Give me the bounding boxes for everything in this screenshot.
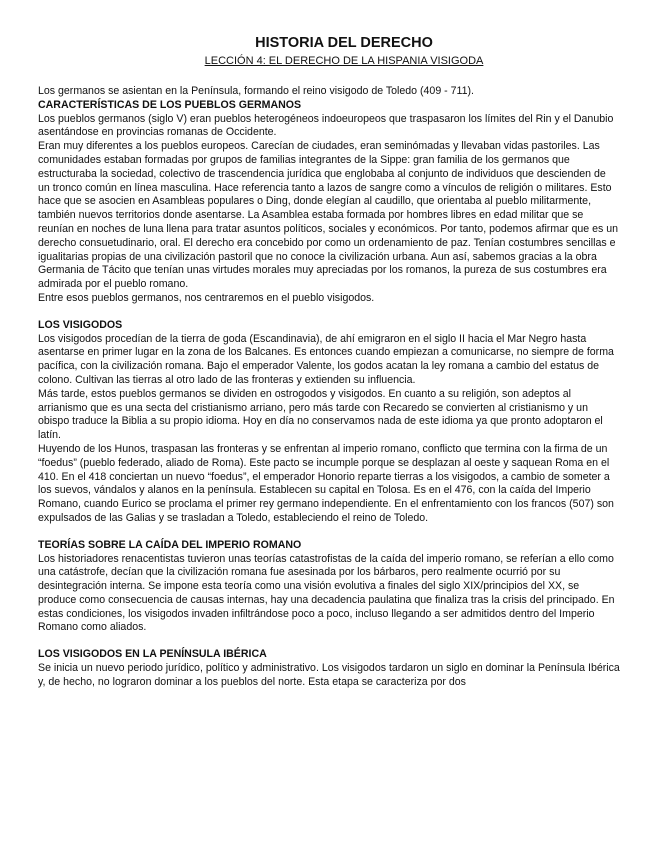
section-heading: CARACTERÍSTICAS DE LOS PUEBLOS GERMANOS (38, 98, 302, 111)
section-heading: TEORÍAS SOBRE LA CAÍDA DEL IMPERIO ROMANO (38, 538, 302, 551)
section-heading: LOS VISIGODOS (38, 318, 123, 331)
paragraph: Los historiadores renacentistas tuvieron unas teorías catastrofistas de la caída del imperio romano, se referían a ello como una catástrofe, decían que la civilización romana fue asesinada por los bárbaros, pero realmente ocurrió por su desintegración interna. Se impone esta teoría como una visión evolutiva a finales del siglo XIX/principios del XX, se produce como consecuencia de causas internas, hay una decadencia paulatina que finaliza tras la crisis del principado. En estas condiciones, los visigodos invaden infiltrándose poco a poco, incluso llegando a ser admitidos dentro del Imperio Romano como aliados. (38, 552, 615, 634)
paragraph: Entre esos pueblos germanos, nos centraremos en el pueblo visigodos. (38, 291, 375, 304)
intro-paragraph: Los germanos se asientan en la Península, formando el reino visigodo de Toledo (409 - 711). (38, 85, 474, 97)
paragraph: Los visigodos procedían de la tierra de goda (Escandinavia), de ahí emigraron en el siglo II hacia el Mar Negro hasta asentarse en primer lugar en la zona de los Balcanes. Es entonces cuando empiezan a comunicarse, no siempre de forma pacífica, con la civilización romana. Bajo el emperador Valente, los godos acatan la ley romana a cambio del estatus de colono. Cultivan las tierras al otro lado de las fronteras y extienden su influencia. (38, 332, 614, 386)
document-page (38, 34, 620, 690)
section-caracteristicas (38, 99, 620, 306)
paragraph: Se inicia un nuevo periodo jurídico, político y administrativo. Los visigodos tardaron un siglo en dominar la Península Ibérica y, de hecho, no lograron dominar a los pueblos del norte. Esta etapa se caracteriza por dos (38, 662, 620, 688)
document-title: HISTORIA DEL DERECHO (255, 35, 433, 51)
section-heading: LOS VISIGODOS EN LA PENÍNSULA IBÉRICA (38, 648, 267, 661)
paragraph: Eran muy diferentes a los pueblos europeos. Carecían de ciudades, eran seminómadas y llevaban vidas pastoriles. Las comunidades estaban formadas por grupos de familias integrantes de la Sippe: gran familia de los germanos que estructuraba la sociedad, colectivo de trascendencia jurídica que englobaba al conjunto de individuos que descienden de un tronco común en línea masculina. Hace referencia tanto a lazos de sangre como a vínculos de religión o militares. Esto hace que se asocien en Asambleas populares o Ding, donde elegían al caudillo, que orientaba al pueblo militarmente, también nuevos territorios donde asentarse. La Asamblea estaba formada por hombres libres en edad militar que se reunían en noches de luna llena para tratar asuntos políticos, sociales y económicos. Por tanto, podemos afirmar que es un derecho consuetudinario, oral. El derecho era concebido por como un ordenamiento de paz. Tenían costumbres sencillas e igualitarias propias de una civilización pastoril que no conoce la civilización urbana. Aun así, sabemos gracias a la obra Germania de Tácito que tenían unas virtudes morales muy apreciadas por los romanos, la pureza de sus costumbres era admirada por el pueblo romano. (38, 140, 619, 291)
section-visigodos-peninsula (38, 648, 620, 689)
paragraph: Huyendo de los Hunos, traspasan las fronteras y se enfrentan al imperio romano, conflicto que termina con la firma de un “foedus” (pueblo federado, aliado de Roma). Este pacto se incumple porque se desplazan al oeste y saquean Roma en el 410. En el 418 conciertan un nuevo “foedus”, el emperador Honorio reparte tierras a los visigodos, a cambio de someter a los suevos, vándalos y alanos en la península. Establecen su capital en Tolosa. Es en el 476, con la caída del Imperio Romano, cuando Eurico se proclama el primer rey germano independiente. En el enfrentamiento con los francos (507) son expulsados de las Galias y se trasladan a Toledo, estableciendo el reino de Toledo. (38, 442, 614, 524)
section-visigodos (38, 319, 620, 526)
paragraph: Los pueblos germanos (siglo V) eran pueblos heterogéneos indoeuropeos que traspasaron los límites del Rin y el Danubio asentándose en provincias romanas de Occidente. (38, 112, 614, 139)
paragraph: Más tarde, estos pueblos germanos se dividen en ostrogodos y visigodos. En cuanto a su religión, son adeptos al arrianismo que es una secta del cristianismo arriano, pero más tarde con Recaredo se convierten al cristianismo y un obispo traduce la Biblia a su propio idioma. Hoy en día no conservamos nada de este idioma ya que pronto adoptaron el latín. (38, 387, 603, 442)
lesson-subtitle: LECCIÓN 4: EL DERECHO DE LA HISPANIA VISIGODA (204, 55, 484, 67)
section-teorias-caida (38, 539, 620, 636)
